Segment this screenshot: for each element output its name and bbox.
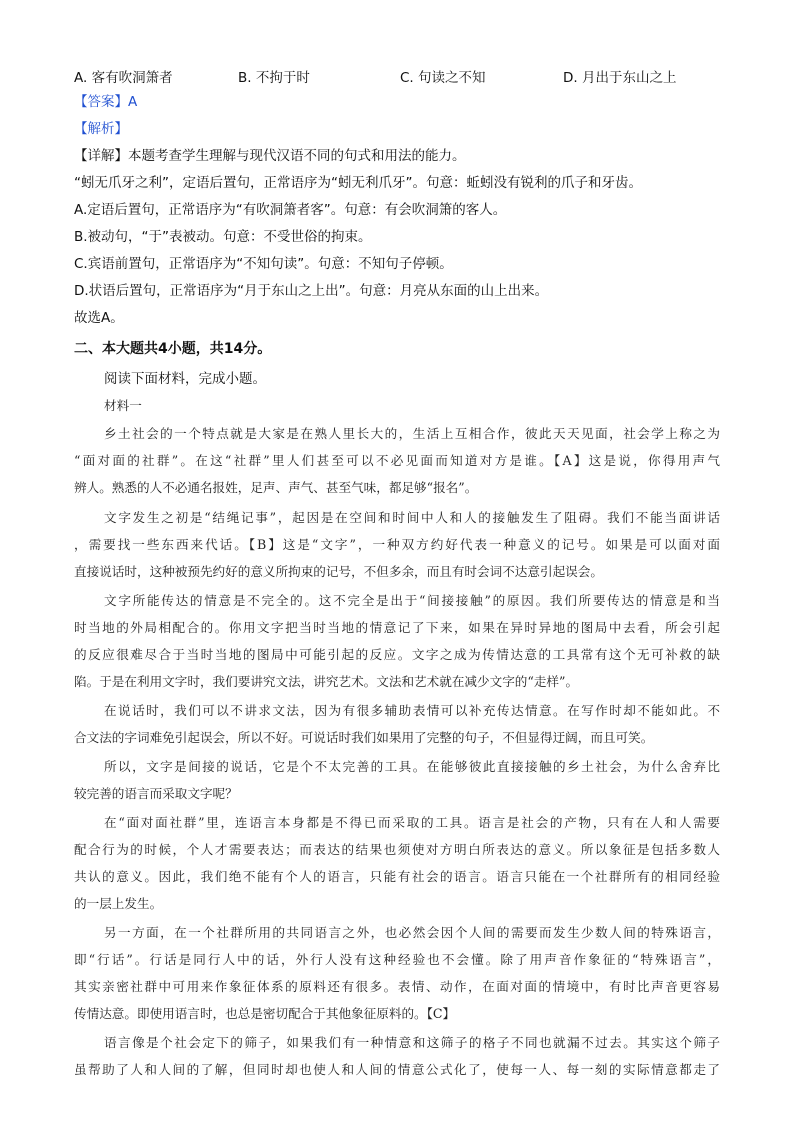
passage-line: 语言像是个社会定下的筛子，如果我们有一种情意和这筛子的格子不同也就漏不过去。其实这个筛子 [104, 1035, 720, 1050]
answer-label: 【答案】A [74, 94, 138, 110]
explanation-line: 【详解】本题考查学生理解与现代汉语不同的句式和用法的能力。 [74, 148, 466, 164]
answer-options [74, 66, 754, 86]
passage-line: 的反应很难尽合于当时当地的图局中可能引起的反应。文字之成为传情达意的工具常有这个无可补救的缺 [74, 647, 720, 662]
passage-line: 另一方面，在一个社群所用的共同语言之外，也必然会因个人间的需要而发生少数人间的特殊语言， [104, 925, 720, 940]
passage-line: 乡土社会的一个特点就是大家是在熟人里长大的，生活上互相合作，彼此天天见面，社会学上称之为 [104, 426, 720, 441]
option-d: D. 月出于东山之上 [563, 70, 677, 86]
passage-line: “面对面的社群”。在这“社群”里人们甚至可以不必见面而知道对方是谁。【A】这是说，你得用声气 [74, 453, 720, 468]
passage-line: 文字发生之初是“结绳记事”，起因是在空间和时间中人和人的接触发生了阻碍。我们不能当面讲话 [104, 510, 720, 525]
passage-line: 辨人。熟悉的人不必通名报姓，足声、声气、甚至气味，都足够“报名”。 [74, 480, 478, 495]
passage-line: 即“行话”。行话是同行人中的话，外行人没有这种经验也不会懂。除了用声音作象征的“特殊语言”， [74, 952, 720, 967]
passage-line: 共认的意义。因此，我们绝不能有个人的语言，只能有社会的语言。语言只能在一个社群所有的相同经验 [74, 869, 720, 884]
option-b: B. 不拘于时 [238, 70, 310, 86]
reading-instruction: 阅读下面材料，完成小题。 [104, 371, 266, 387]
passage-line: 在说话时，我们可以不讲求文法，因为有很多辅助表情可以补充传达情意。在写作时却不能如此。不 [104, 703, 720, 718]
passage-line: 配合行为的时候，个人才需要表达；而表达的结果也须使对方明白所表达的意义。所以象征是包括多数人 [74, 842, 720, 857]
passage-line: 所以，文字是间接的说话，它是个不太完善的工具。在能够彼此直接接触的乡土社会，为什么舍弃比 [104, 759, 720, 774]
section-title: 二、本大题共4小题，共14分。 [74, 341, 272, 357]
material-title: 材料一 [104, 398, 142, 413]
explanation-line: B.被动句，“于”表被动。句意：不受世俗的拘束。 [74, 229, 372, 245]
passage-line: 其实亲密社群中可用来作象征体系的原料还有很多。表情、动作，在面对面的情境中，有时比声音更容易 [74, 979, 720, 994]
option-a: A. 客有吹洞箫者 [74, 70, 173, 86]
passage-line: ，需要找一些东西来代话。【B】这是“文字”，一种双方约好代表一种意义的记号。如果是可以面对面 [74, 537, 720, 552]
explanation-line: A.定语后置句，正常语序为“有吹洞箫者客”。句意：有会吹洞箫的客人。 [74, 202, 507, 218]
passage-line: 时当地的外局相配合的。你用文字把当时当地的情意记了下来，如果在异时异地的图局中去看，所会引起 [74, 620, 720, 635]
passage-line: 虽帮助了人和人间的了解，但同时却也使人和人间的情意公式化了，使每一人、每一刻的实际情意都走了 [74, 1062, 720, 1077]
explanation-line: D.状语后置句，正常语序为“月于东山之上出”。句意：月亮从东面的山上出来。 [74, 283, 549, 299]
passage-line: 陷。于是在利用文字时，我们要讲究文法，讲究艺术。文法和艺术就在减少文字的“走样”。 [74, 674, 579, 689]
passage-line: 文字所能传达的情意是不完全的。这不完全是出于“间接接触”的原因。我们所要传达的情意是和当 [104, 593, 720, 608]
passage-line: 合文法的字词难免引起误会，所以不好。可说话时我们如果用了完整的句子，不但显得迂阔，而且可笑。 [74, 730, 654, 745]
passage-line: 较完善的语言而采取文字呢？ [74, 786, 238, 801]
passage-line: 传情达意。即使用语言时，也总是密切配合于其他象征原料的。【C】 [74, 1006, 456, 1021]
option-c: C. 句读之不知 [400, 70, 486, 86]
analysis-label: 【解析】 [74, 121, 128, 137]
explanation-line: “蚓无爪牙之利”，定语后置句，正常语序为“蚓无利爪牙”。句意：蚯蚓没有锐利的爪子和牙齿。 [74, 175, 642, 191]
passage-line: 直接说话时，这种被预先约好的意义所拘束的记号，不但多余，而且有时会词不达意引起误会。 [74, 564, 603, 579]
passage-line: 的一层上发生。 [74, 896, 163, 911]
explanation-line: 故选A。 [74, 310, 124, 326]
passage-line: 在“面对面社群”里，连语言本身都是不得已而采取的工具。语言是社会的产物，只有在人和人需要 [104, 815, 720, 830]
explanation-line: C.宾语前置句，正常语序为“不知句读”。句意：不知句子停顿。 [74, 256, 453, 272]
